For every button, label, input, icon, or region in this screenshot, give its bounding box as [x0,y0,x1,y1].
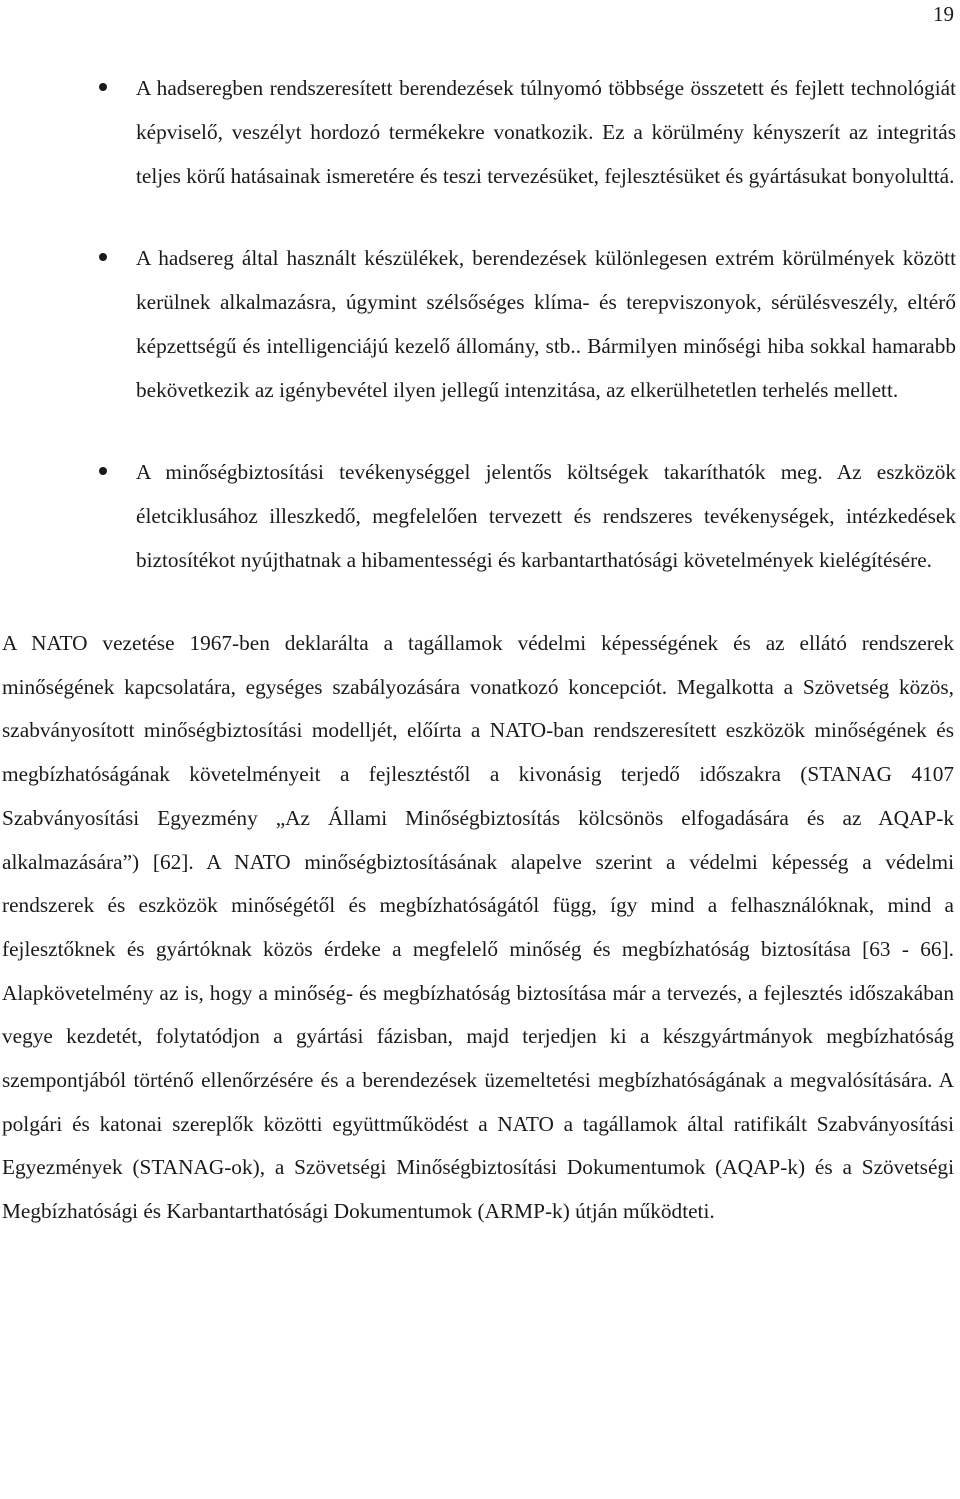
bullet-list [0,66,956,582]
bullet-icon [99,253,107,261]
bullet-icon [99,83,107,91]
page-number: 19 [933,2,954,26]
bullet-icon [99,467,107,475]
bullet-item [0,66,956,198]
bullet-text: A minőségbiztosítási tevékenységgel jelentős költségek takaríthatók meg. Az eszközök életciklusához illeszkedő, megfelelően tervezett és rendszeres tevékenységek, intézkedések biztosítékot nyújthatnak a hibamentességi és karbantarthatósági követelmények kielégítésére. [136,460,956,572]
page-content [0,66,956,1234]
bullet-item [0,450,956,582]
bullet-item [0,236,956,412]
body-paragraph: A NATO vezetése 1967-ben deklarálta a tagállamok védelmi képességének és az ellátó rendszerek minőségének kapcsolatára, egységes szabályozására vonatkozó koncepciót. Megalkotta a Szövetség közös, szabványosított minőségbiztosítási modelljét, előírta a NATO-ban rendszeresített eszközök minőségének és megbízhatóságának követelményeit a fejlesztéstől a kivonásig terjedő időszakra (STANAG 4107 Szabványosítási Egyezmény „Az Állami Minőségbiztosítás kölcsönös elfogadására és az AQAP-k alkalmazására”) [62]. A NATO minőségbiztosításának alapelve szerint a védelmi képesség a védelmi rendszerek és eszközök minőségétől és megbízhatóságától függ, így mind a felhasználóknak, mind a fejlesztőknek és gyártóknak közös érdeke a megfelelő minőség és megbízhatóság biztosítása [63 - 66]. Alapkövetelmény az is, hogy a minőség- és megbízhatóság biztosítása már a tervezés, a fejlesztés időszakában vegye kezdetét, folytatódjon a gyártási fázisban, majd terjedjen ki a készgyártmányok megbízhatóság szempontjából történő ellenőrzésére és a berendezések üzemeltetési megbízhatóságának a megvalósítására. A polgári és katonai szereplők közötti együttműködést a NATO a tagállamok által ratifikált Szabványosítási Egyezmények (STANAG-ok), a Szövetségi Minőségbiztosítási Dokumentumok (AQAP-k) és a Szövetségi Megbízhatósági és Karbantarthatósági Dokumentumok (ARMP-k) útján működteti. [2,631,954,1224]
bullet-text: A hadseregben rendszeresített berendezések túlnyomó többsége összetett és fejlett technológiát képviselő, veszélyt hordozó termékekre vonatkozik. Ez a körülmény kényszerít az integritás teljes körű hatásainak ismeretére és teszi tervezésüket, fejlesztésüket és gyártásukat bonyolulttá. [136,76,956,188]
bullet-text: A hadsereg által használt készülékek, berendezések különlegesen extrém körülmények között kerülnek alkalmazásra, úgymint szélsőséges klíma- és terepviszonyok, sérülésveszély, eltérő képzettségű és intelligenciájú kezelő állomány, stb.. Bármilyen minőségi hiba sokkal hamarabb bekövetkezik az igénybevétel ilyen jellegű intenzitása, az elkerülhetetlen terhelés mellett. [136,246,956,402]
